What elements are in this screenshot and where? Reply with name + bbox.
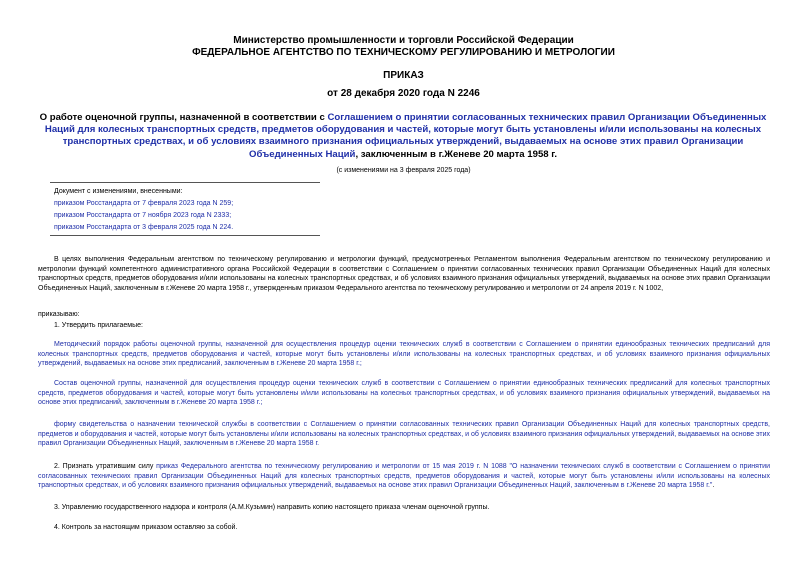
item-4-text: 4. Контроль за настоящим приказом оставляю за собой. xyxy=(54,524,238,531)
item-3-text: 3. Управлению государственного надзора и контроля (А.М.Кузьмин) направить копию настоящего приказа членам оценочной группы. xyxy=(54,504,490,511)
changes-note: (с изменениями на 3 февраля 2025 года) xyxy=(336,167,471,174)
document-title xyxy=(34,112,772,161)
item-1c xyxy=(38,420,770,449)
changes-box-bottom-rule xyxy=(50,235,320,236)
item-4 xyxy=(38,523,770,533)
item-2 xyxy=(38,462,770,491)
item-3 xyxy=(38,503,770,513)
changes-heading: Документ с изменениями, внесенными: xyxy=(54,188,183,195)
document-date: от 28 декабря 2020 года N 2246 xyxy=(327,88,480,99)
ministry-name: Министерство промышленности и торговли Российской Федерации xyxy=(233,35,574,46)
item-2-prefix: 2. Признать утратившим силу xyxy=(54,463,157,470)
change-link-1[interactable]: приказом Росстандарта от 7 февраля 2023 года N 259; xyxy=(54,200,234,207)
title-agreement-link[interactable]: Соглашением о принятии согласованных технических правил Организации Объединенных Наций для колесных транспортных средств, предметов оборудования и частей, которые могут быть установлены и/или использованы на колесных транспортных средствах, и об условиях взаимного признания официальных утверждений, выдаваемых на основе этих правил Организации Объединенных Наций xyxy=(44,112,767,160)
item-2-suffix: . xyxy=(712,482,715,490)
item-1b-link[interactable]: Состав оценочной группы, назначенной для осуществления процедур оценки технических служб в соответствии с Соглашением о принятии единообразных технических предписаний для колесных транспортных средств, предметов оборудования и частей, которые могут быть установлены и/или использованы на колесных транспортных средствах, и об условиях взаимного признания официальных утверждений, выдаваемых на основе этих предписаний, заключенным в г.Женеве 20 марта 1958 г.; xyxy=(38,380,770,407)
preamble-paragraph xyxy=(38,255,770,293)
item-1b xyxy=(38,379,770,408)
changes-box xyxy=(54,186,233,234)
changes-box-top-rule xyxy=(50,182,320,183)
item-1-text: 1. Утвердить прилагаемые: xyxy=(54,322,143,329)
item-2-link[interactable]: приказ Федерального агентства по техническому регулированию и метрологии от 15 мая 2019 г. N 1088 "О назначении технических служб в соответствии с Соглашением о принятии согласованных технических правил Организации Объединенных Наций для колесных транспортных средств, предметов оборудования и частей, которые могут быть установлены и/или использованы на колесных транспортных средствах, и об условиях взаимного признания официальных утверждений, выдаваемых на основе этих правил Организации Объединенных Наций, заключенным в г.Женеве 20 марта 1958 г." xyxy=(38,463,770,490)
change-link-2[interactable]: приказом Росстандарта от 7 ноября 2023 года N 2333; xyxy=(54,212,232,219)
preamble-text: В целях выполнения Федеральным агентством по техническому регулированию и метрологии функций, предусмотренных Регламентом выполнения Федеральным агентством по техническому регулированию и метрологии функций компетентного административного органа Российской Федерации в соответствии с Соглашением о принятии согласованных технических правил Организации Объединенных Наций для колесных транспортных средств, предметов оборудования и/или использованы на колесных транспортных средствах, и об условиях взаимного признания официальных утверждений, выдаваемых на основе этих правил Организации Объединенных Наций, заключенным в г.Женеве 20 марта 1958 г., утвержденным приказом Федерального агентства по техническому регулированию и метрологии от 24 апреля 2019 г. N 1002, xyxy=(38,256,770,292)
order-word: приказываю: xyxy=(38,311,80,318)
item-1a-link[interactable]: Методический порядок работы оценочной группы, назначенной для осуществления процедур оценки технических служб в соответствии с Соглашением о принятии единообразных технических предписаний для колесных транспортных средств, предметов оборудования и частей, которые могут быть установлены и/или использованы на колесных транспортных средствах, и об условиях взаимного признания официальных утверждений, выдаваемых на основе этих предписаний, заключенным в г.Женеве 20 марта 1958 г.; xyxy=(38,341,770,368)
agency-name: ФЕДЕРАЛЬНОЕ АГЕНТСТВО ПО ТЕХНИЧЕСКОМУ РЕГУЛИРОВАНИЮ И МЕТРОЛОГИИ xyxy=(192,47,615,58)
document-type: ПРИКАЗ xyxy=(383,70,424,81)
title-suffix: , заключенным в г.Женеве 20 марта 1958 г. xyxy=(355,148,557,160)
item-1 xyxy=(38,321,770,331)
item-1c-link[interactable]: форму свидетельства о назначении технической службы в соответствии с Соглашением о принятии согласованных технических правил Организации Объединенных Наций для колесных транспортных средств, предметов и оборудования и частей, которые могут быть установлены и/или использованы на колесных транспортных средствах, и об условиях взаимного признания официальных утверждений, выдаваемых на основе этих правил Организации Объединенных Наций, заключенным в г.Женеве 20 марта 1958 г. xyxy=(38,421,770,448)
change-link-3[interactable]: приказом Росстандарта от 3 февраля 2025 года N 224. xyxy=(54,224,234,231)
title-prefix: О работе оценочной группы, назначенной в соответствии с xyxy=(39,112,328,123)
item-1a xyxy=(38,340,770,369)
